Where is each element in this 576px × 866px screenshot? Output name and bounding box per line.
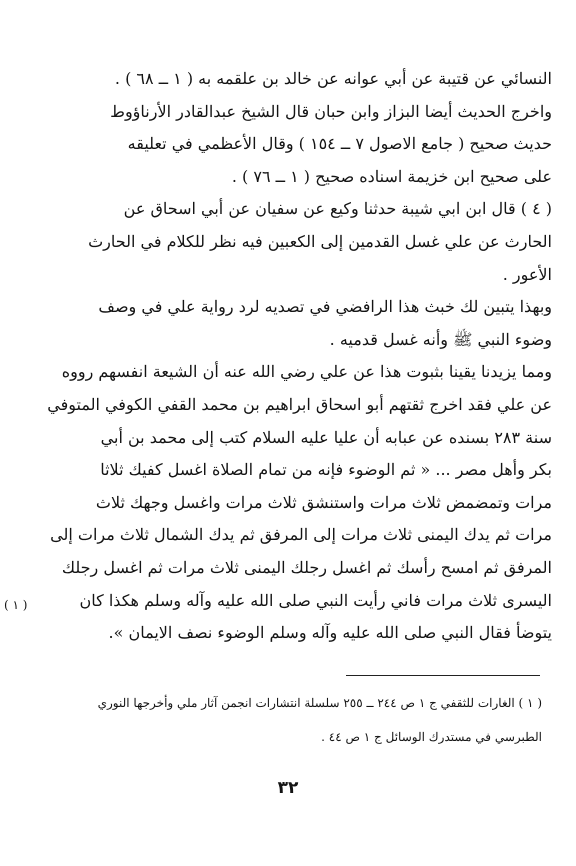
footnote-line: الطبرسي في مستدرك الوسائل ج ١ ص ٤٤ .: [321, 730, 542, 744]
text-line: مرات ثم يدك اليمنى ثلاث مرات إلى المرفق ثم يدك الشمال ثلاث مرات إلى: [50, 525, 552, 545]
text-line: اليسرى ثلاث مرات فاني رأيت النبي صلى الله عليه وآله وسلم هكذا كان: [79, 590, 552, 610]
text-line: حديث صحيح ( جامع الاصول ٧ ــ ١٥٤ ) وقال الأعظمي في تعليقه: [127, 134, 552, 154]
text-line: سنة ٢٨٣ بسنده عن عبابه أن عليا عليه السلام كتب إلى محمد بن أبي: [100, 427, 552, 447]
text-line: واخرج الحديث أيضا البزاز وابن حبان قال الشيخ عبدالقادر الأرناؤوط: [110, 101, 552, 121]
text-line: يتوضأ فقال النبي صلى الله عليه وآله وسلم الوضوء نصف الايمان ».: [108, 623, 552, 643]
footnote-line: ( ١ ) الغارات للثقفي ج ١ ص ٢٤٤ ــ ٢٥٥ سلسلة انتشارات انجمن آثار ملي وأخرجها النوري: [97, 696, 542, 710]
footnote-separator-rule: [346, 675, 540, 676]
text-line: وبهذا يتبين لك خبث هذا الرافضي في تصديه لرد رواية علي في وصف: [98, 297, 552, 317]
text-line: وضوء النبي ﷺ وأنه غسل قدميه .: [329, 329, 552, 349]
text-line: مرات وتمضمض ثلاث مرات واستنشق ثلاث مرات واغسل وجهك ثلاث: [95, 492, 552, 512]
text-line: ( ٤ ) قال ابن ابي شيبة حدثنا وكيع عن سفيان عن أبي اسحاق عن: [123, 199, 552, 219]
page-number: ٣٢: [277, 778, 299, 798]
text-line: النسائي عن قتيبة عن أبي عوانه عن خالد بن علقمه به ( ١ ــ ٦٨ ) .: [114, 69, 552, 88]
text-line: عن علي فقد اخرج ثقتهم أبو اسحاق ابراهيم بن محمد القفي الكوفي المتوفي: [47, 394, 552, 414]
text-line: الأعور .: [502, 264, 552, 284]
footnote: [30, 686, 542, 754]
text-line: المرفق ثم امسح رأسك ثم اغسل رجلك اليمنى ثلاث مرات ثم اغسل رجلك: [61, 557, 552, 577]
footnote-reference-marker: ( ١ ): [4, 598, 28, 612]
text-line: بكر وأهل مصر ... « ثم الوضوء فإنه من تمام الصلاة اغسل كفيك ثلاثا: [100, 460, 552, 480]
text-line: الحارث عن علي غسل القدمين إلى الكعبين فيه نظر للكلام في الحارث: [88, 231, 552, 251]
main-text: [30, 63, 552, 650]
text-line: على صحيح ابن خزيمة اسناده صحيح ( ١ ــ ٧٦ ) .: [231, 166, 552, 186]
text-line: ومما يزيدنا يقينا بثبوت هذا عن علي رضي الله عنه أن الشيعة انفسهم رووه: [61, 362, 552, 382]
